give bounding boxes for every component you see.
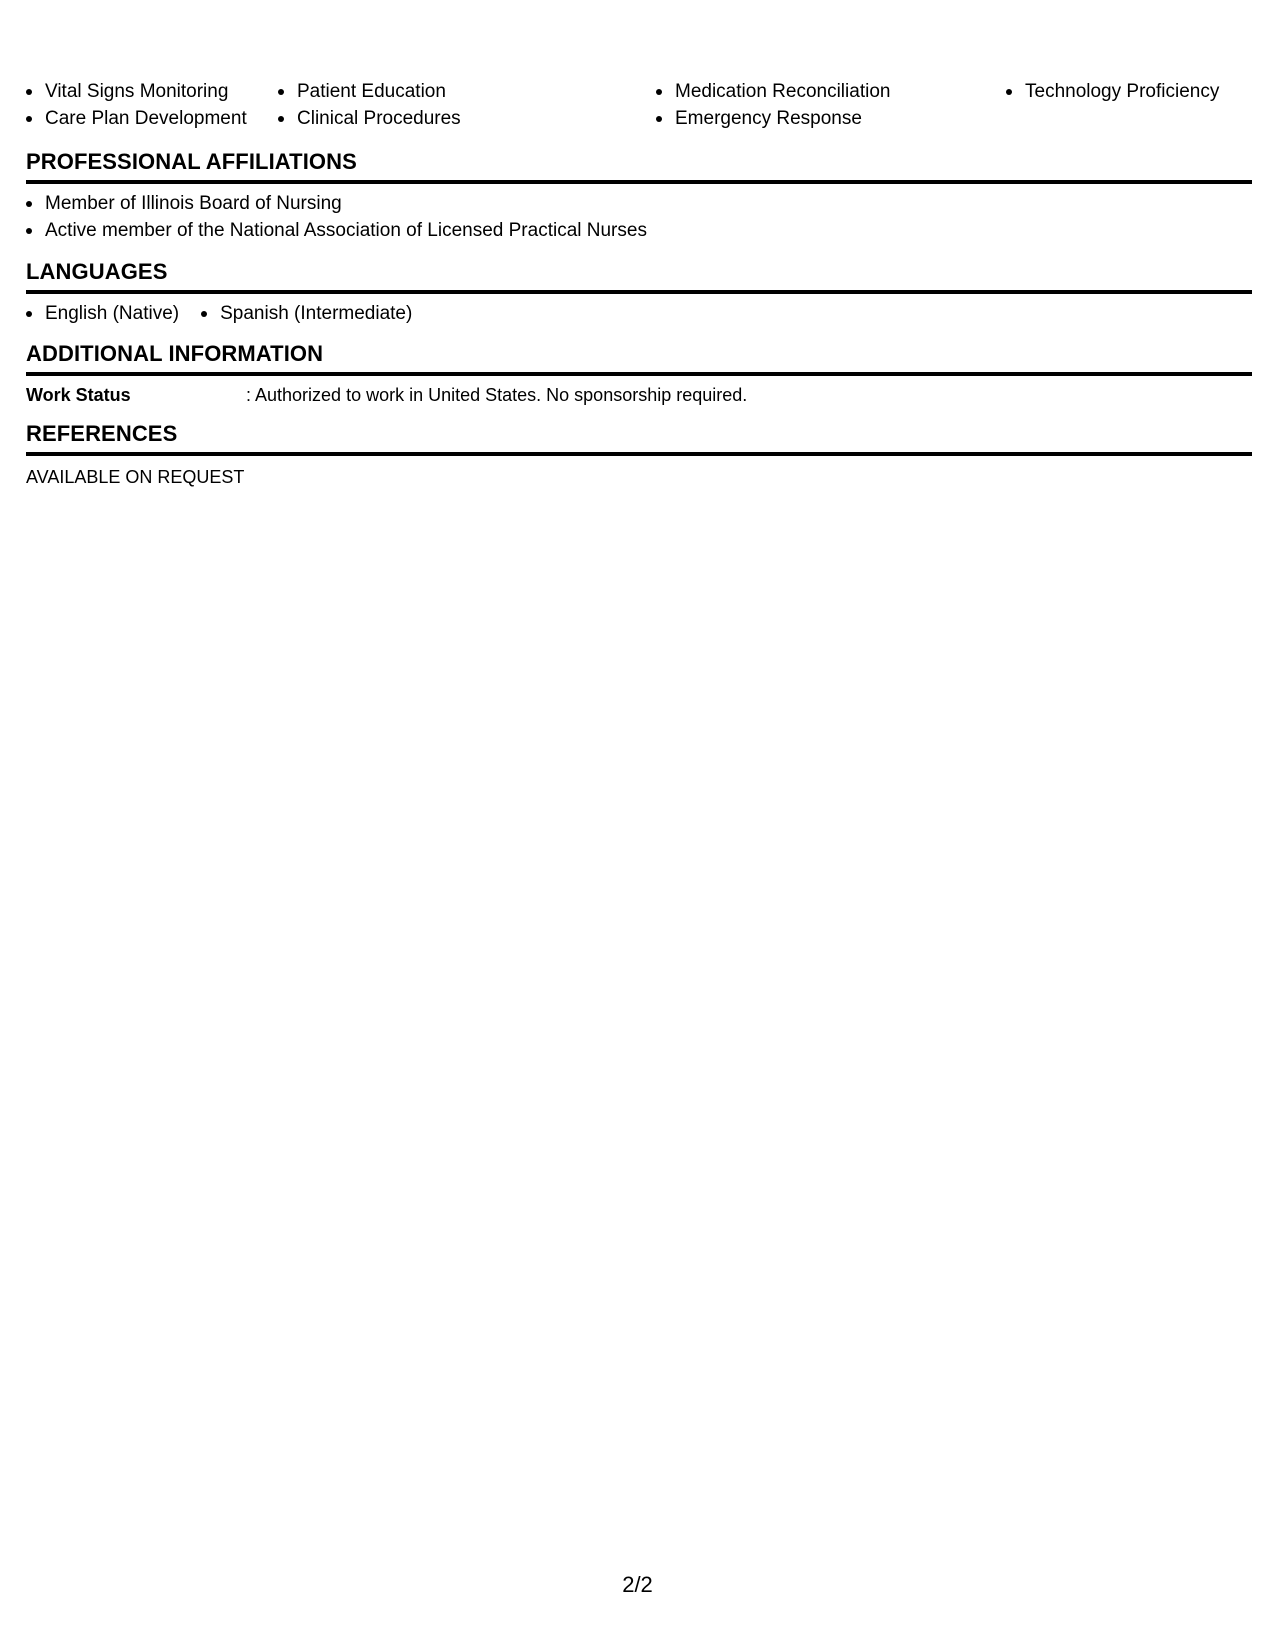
skill-item: Patient Education (278, 78, 461, 105)
skill-item: Clinical Procedures (278, 105, 461, 132)
skills-column-3 (656, 78, 890, 132)
skills-column-1 (26, 78, 247, 132)
skill-item: Technology Proficiency (1006, 78, 1219, 105)
page-number: 2/2 (622, 1572, 653, 1597)
affiliation-item: Active member of the National Association of Licensed Practical Nurses (26, 217, 1252, 244)
skills-column-4 (1006, 78, 1219, 105)
skills-column-2 (278, 78, 461, 132)
skill-item: Emergency Response (656, 105, 890, 132)
references-section (26, 420, 1252, 490)
work-status-label: Work Status (26, 385, 131, 405)
languages-section (26, 258, 1252, 327)
skill-item: Care Plan Development (26, 105, 247, 132)
skills-grid (26, 78, 1252, 138)
languages-heading: LANGUAGES (26, 258, 1252, 294)
references-heading: REFERENCES (26, 420, 1252, 456)
languages-list (26, 300, 1252, 327)
affiliations-heading: PROFESSIONAL AFFILIATIONS (26, 148, 1252, 184)
work-status-row (26, 382, 1252, 408)
affiliations-section (26, 148, 1252, 244)
skill-item: Vital Signs Monitoring (26, 78, 247, 105)
work-status-value: : Authorized to work in United States. No sponsorship required. (246, 385, 748, 405)
affiliation-item: Member of Illinois Board of Nursing (26, 190, 1252, 217)
additional-info-heading: ADDITIONAL INFORMATION (26, 340, 1252, 376)
language-item: Spanish (Intermediate) (201, 300, 412, 327)
skill-item: Medication Reconciliation (656, 78, 890, 105)
references-text: AVAILABLE ON REQUEST (26, 467, 245, 487)
affiliations-list (26, 190, 1252, 244)
language-item: English (Native) (26, 300, 179, 327)
additional-info-section (26, 340, 1252, 408)
